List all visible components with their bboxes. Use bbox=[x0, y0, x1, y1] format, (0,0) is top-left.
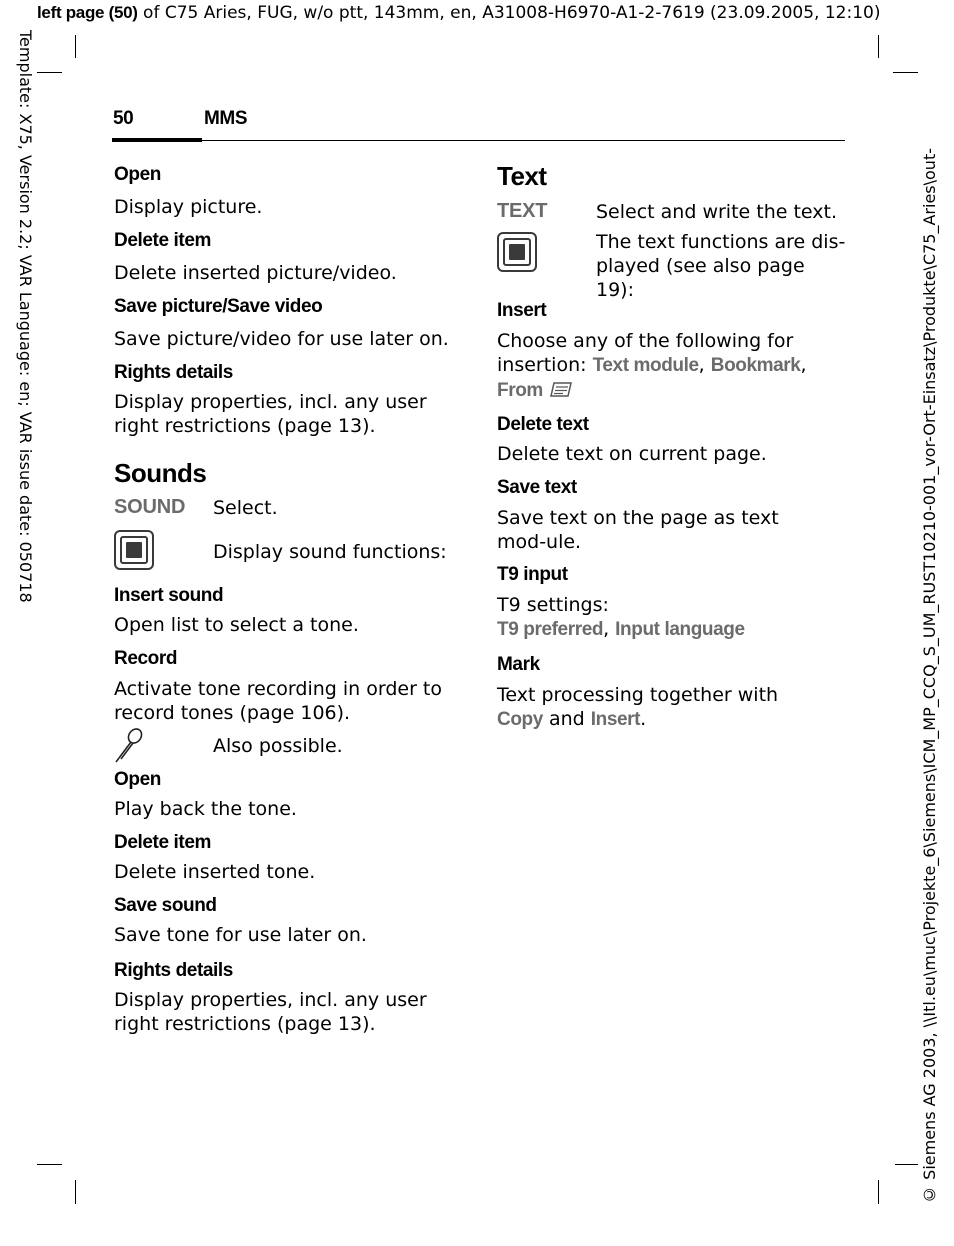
item-title: Open bbox=[114, 164, 161, 185]
item-title: Delete item bbox=[114, 832, 211, 853]
item-desc bbox=[497, 593, 847, 642]
item-save-text bbox=[497, 477, 847, 554]
item-title: Record bbox=[114, 648, 178, 669]
and-text: and bbox=[542, 708, 591, 730]
item-desc: Activate tone recording in order to record tones (page 106). bbox=[114, 678, 443, 724]
item-save-sound bbox=[114, 895, 464, 947]
nav-key-icon bbox=[497, 232, 537, 272]
crop-mark-tl-v bbox=[75, 35, 76, 58]
item-delete-picture bbox=[114, 230, 464, 285]
item-mark bbox=[497, 654, 847, 732]
crop-mark-bl-h bbox=[37, 1164, 62, 1165]
page-title: MMS bbox=[204, 108, 248, 129]
item-desc: Delete inserted picture/video. bbox=[114, 262, 397, 284]
item-title: Delete item bbox=[114, 230, 211, 251]
sound-softkey-desc: Select. bbox=[213, 497, 278, 519]
item-title: Rights details bbox=[114, 960, 233, 981]
item-desc: Display picture. bbox=[114, 196, 263, 218]
item-desc: Play back the tone. bbox=[114, 798, 297, 820]
option-input-language: Input language bbox=[615, 619, 745, 640]
item-title: T9 input bbox=[497, 564, 568, 585]
item-desc bbox=[497, 683, 847, 732]
crop-mark-tl-h bbox=[37, 72, 62, 73]
item-title: Save text bbox=[497, 477, 577, 498]
item-delete-text bbox=[497, 414, 847, 466]
job-info-rest: of C75 Aries, FUG, w/o ptt, 143mm, en, A31008-H6970-A1-2-7619 (23.09.2005, 12:10) bbox=[137, 3, 881, 23]
separator: , bbox=[698, 354, 711, 376]
job-info-page: left page (50) bbox=[37, 3, 138, 22]
sounds-heading: Sounds bbox=[114, 458, 207, 488]
option-from: From bbox=[497, 380, 543, 401]
item-desc: Save tone for use later on. bbox=[114, 924, 367, 946]
crop-mark-tr-v bbox=[878, 35, 879, 58]
item-title: Insert bbox=[497, 300, 547, 321]
crop-mark-tr-h bbox=[893, 72, 918, 73]
item-desc: Display properties, incl. any user right restrictions (page 13). bbox=[114, 989, 427, 1035]
right-column bbox=[497, 161, 847, 732]
item-title: Insert sound bbox=[114, 585, 224, 606]
item-title: Save picture/Save video bbox=[114, 296, 323, 317]
item-desc: Delete inserted tone. bbox=[114, 861, 316, 883]
sound-softkey: SOUND bbox=[114, 496, 186, 518]
option-bookmark: Bookmark bbox=[710, 355, 801, 376]
item-desc: Delete text on current page. bbox=[497, 443, 767, 465]
nav-key-icon bbox=[114, 530, 154, 570]
item-save-picture bbox=[114, 296, 464, 351]
option-copy: Copy bbox=[497, 709, 543, 730]
text-heading: Text bbox=[497, 161, 547, 191]
item-title: Open bbox=[114, 769, 161, 790]
header-rule bbox=[112, 140, 845, 141]
contact-card-icon bbox=[549, 380, 573, 398]
mic-desc: Also possible. bbox=[213, 735, 343, 757]
item-title: Mark bbox=[497, 654, 540, 675]
item-record bbox=[114, 648, 464, 725]
job-info-line bbox=[37, 3, 880, 23]
text-nav-row bbox=[497, 230, 847, 301]
item-insert-sound bbox=[114, 585, 464, 637]
text-nav-desc: The text functions are dis-played (see also page 19): bbox=[596, 231, 846, 301]
text-softkey-desc: Select and write the text. bbox=[596, 201, 838, 223]
page-number: 50 bbox=[113, 108, 134, 129]
mic-row bbox=[114, 727, 464, 765]
mark-desc-text: Text processing together with bbox=[497, 684, 779, 706]
period: . bbox=[640, 708, 647, 730]
item-delete-tone bbox=[114, 832, 464, 884]
option-insert: Insert bbox=[590, 709, 641, 730]
item-rights-details-picture bbox=[114, 362, 464, 438]
item-desc: Save text on the page as text mod-ule. bbox=[497, 507, 779, 553]
item-desc bbox=[497, 329, 847, 403]
text-softkey-row bbox=[497, 200, 847, 226]
option-text-module: Text module bbox=[592, 355, 699, 376]
left-column bbox=[114, 164, 464, 1036]
template-info: Template: X75, Version 2.2; VAR Language: en; VAR issue date: 050718 bbox=[16, 30, 35, 603]
option-t9-preferred: T9 preferred bbox=[497, 619, 604, 640]
item-desc: Open list to select a tone. bbox=[114, 614, 359, 636]
item-insert bbox=[497, 300, 847, 403]
item-desc: Save picture/video for use later on. bbox=[114, 328, 449, 350]
sound-nav-desc: Display sound functions: bbox=[213, 541, 447, 563]
separator: , bbox=[603, 618, 616, 640]
item-open-picture bbox=[114, 164, 464, 219]
t9-desc-text: T9 settings: bbox=[497, 594, 609, 616]
insert-desc-text: Choose any of the following for insertion: bbox=[497, 330, 794, 376]
item-title: Save sound bbox=[114, 895, 217, 916]
sound-softkey-row bbox=[114, 496, 464, 522]
copyright-path: © Siemens AG 2003, \\Itl.eu\muc\Projekte_6\Siemens\ICM_MP_CCQ_S_UM_RUST10210-001_vor-Ort-Einsatz\Produkte\C75_Aries\out- bbox=[920, 148, 939, 1204]
crop-mark-br-v bbox=[878, 1180, 879, 1204]
item-title: Rights details bbox=[114, 362, 233, 383]
item-rights-details-tone bbox=[114, 960, 464, 1036]
microphone-icon bbox=[114, 727, 146, 763]
crop-mark-bl-v bbox=[75, 1180, 76, 1204]
item-t9-input bbox=[497, 564, 847, 642]
item-desc: Display properties, incl. any user right restrictions (page 13). bbox=[114, 391, 427, 437]
crop-mark-br-h bbox=[895, 1164, 918, 1165]
text-softkey: TEXT bbox=[497, 200, 548, 222]
item-open-tone bbox=[114, 769, 464, 821]
separator: , bbox=[800, 354, 807, 376]
item-title: Delete text bbox=[497, 414, 589, 435]
sound-nav-row bbox=[114, 530, 464, 574]
